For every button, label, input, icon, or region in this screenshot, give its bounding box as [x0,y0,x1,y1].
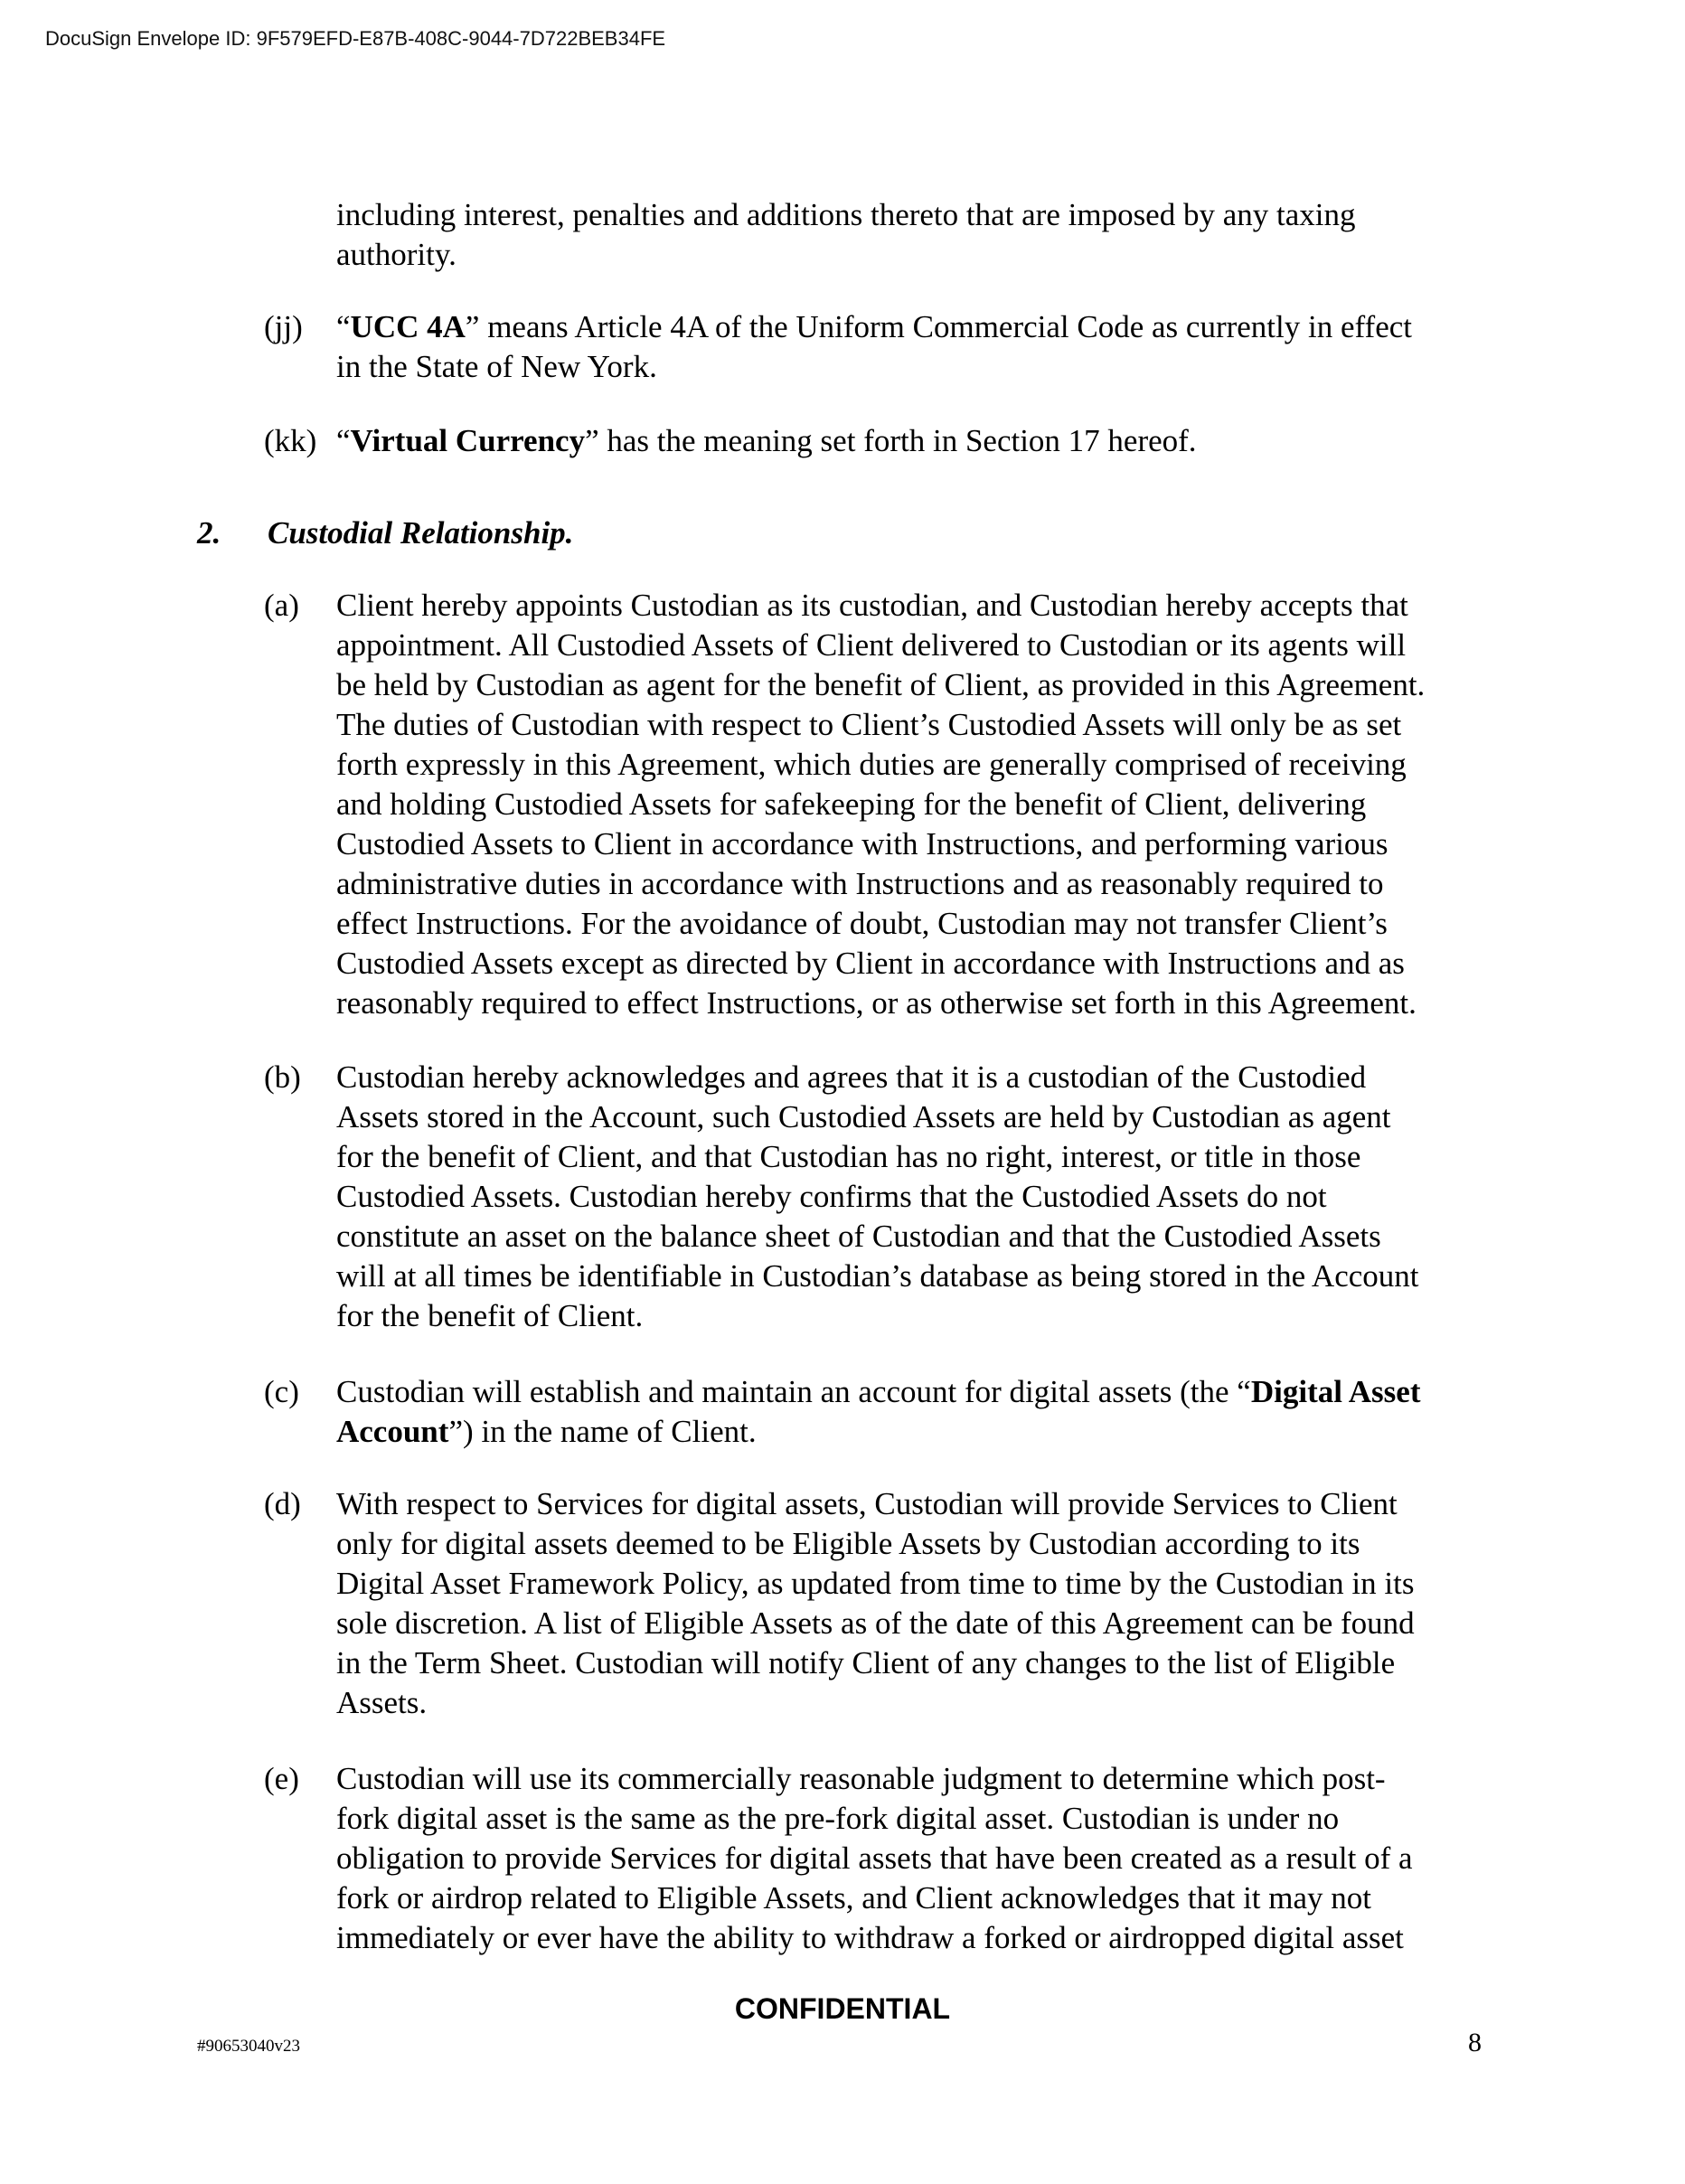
document-number: #90653040v23 [197,2037,300,2056]
confidential-label: CONFIDENTIAL [734,1992,951,2025]
definition-kk: (kk) “Virtual Currency” has the meaning set forth in Section 17 hereof. [264,421,1493,461]
definition-jj: (jj) “UCC 4A” means Article 4A of the Uniform Commercial Code as currently in effect in the State of New York. [264,309,1412,384]
paragraph-a: (a) Client hereby appoints Custodian as its custodian, and Custodian hereby accepts that appointment. All Custodied Assets of Client delivered to Custodian or its agents will be held by Custodian as agent for the benefit of Client, as provided in this Agreement. The duties of Custodian with respect to Client’s Custodied Assets will only be as set forth expressly in this Agreement, which duties are generally comprised of receiving and holding Custodied Assets for safekeeping for the benefit of Client, delivering Custodied Assets to Client in accordance with Instructions, and performing various administrative duties in accordance with Instructions and as reasonably required to effect Instructions. For the avoidance of doubt, Custodian may not transfer Client’s Custodied Assets except as directed by Client in accordance with Instructions and as reasonably required to effect Instructions, or as otherwise set forth in this Agreement. [264,588,1426,1021]
definition-label: (jj) [264,309,303,344]
envelope-id: DocuSign Envelope ID: 9F579EFD-E87B-408C-9044-7D722BEB34FE [45,27,666,50]
page-number: 8 [1468,2028,1482,2057]
continuation-line: authority. [336,237,457,272]
defined-term: UCC 4A [350,309,466,344]
section-number: 2. [197,515,221,551]
paragraph-label: (b) [264,1059,301,1095]
definition-label: (kk) [264,423,317,458]
paragraph-label: (d) [264,1486,301,1521]
section-title: Custodial Relationship. [268,515,574,551]
paragraph-label: (e) [264,1761,299,1796]
paragraph-label: (c) [264,1374,299,1409]
continuation-line: including interest, penalties and additions thereto that are imposed by any taxing [336,197,1356,232]
paragraph-d: (d) With respect to Services for digital assets, Custodian will provide Services to Client only for digital assets deemed to be Eligible Assets by Custodian according to its Digital Asset Framework Policy, as updated from time to time by the Custodian in its sole discretion. A list of Eligible Assets as of the date of this Agreement can be found in the Term Sheet. Custodian will notify Client of any changes to the list of Eligible Assets. [264,1486,1415,1720]
defined-term: Digital Asset [1250,1374,1421,1409]
continuation-text [336,195,1493,275]
defined-term: Virtual Currency [350,423,586,458]
paragraph-b: (b) Custodian hereby acknowledges and agrees that it is a custodian of the Custodied Assets stored in the Account, such Custodied Assets are held by Custodian as agent for the benefit of Client, and that Custodian has no right, interest, or title in those Custodied Assets. Custodian hereby confirms that the Custodied Assets do not constitute an asset on the balance sheet of Custodian and that the Custodied Assets will at all times be identifiable in Custodian’s database as being stored in the Account for the benefit of Client. [264,1059,1419,1333]
paragraph-c: (c) Custodian will establish and maintain an account for digital assets (the “Digital Asset Account”) in the name of Client. [264,1374,1421,1449]
defined-term: Account [336,1414,449,1449]
paragraph-e: (e) Custodian will use its commercially reasonable judgment to determine which post- fork digital asset is the same as the pre-fork digital asset. Custodian is under no obligation to provide Services for digital assets that have been created as a result of a fork or airdrop related to Eligible Assets, and Client acknowledges that it may not immediately or ever have the ability to withdraw a forked or airdropped digital asset [264,1761,1413,1955]
paragraph-label: (a) [264,588,299,623]
